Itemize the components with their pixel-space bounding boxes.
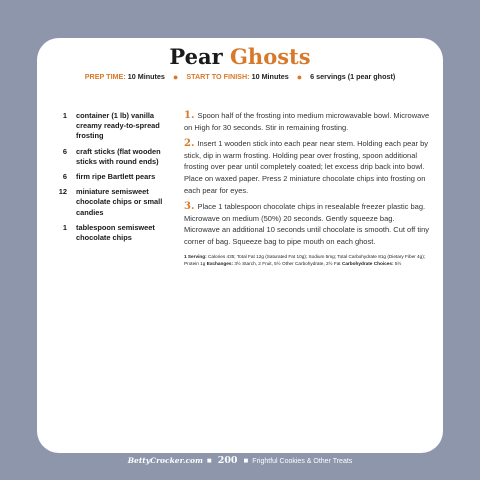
step-2 — [184, 138, 432, 196]
ingredient-list — [49, 111, 174, 248]
ingredient-text: miniature semisweet chocolate chips or small candies — [76, 187, 163, 217]
start-to-finish-value: 10 Minutes — [251, 72, 289, 81]
exchanges-label: Exchanges: — [206, 260, 233, 266]
step-text: Insert 1 wooden stick into each pear near stem. Holding each pear by stick, dip in warm frosting. Holding pear over frosting, spoon additional frosting over pear until completely coated; let excess drip back into bowl. Place on waxed paper. Press 2 miniature chocolate chips into frosting on each pear for eyes. — [184, 139, 429, 195]
ingredient-qty: 1 — [62, 111, 67, 120]
bullet-icon: ● — [172, 72, 179, 82]
step-number: 1. — [184, 110, 195, 121]
recipe-title — [37, 44, 443, 69]
carb-choices-label: Carbohydrate Choices: — [341, 260, 394, 266]
ingredient-text: container (1 lb) vanilla creamy ready-to-spread frosting — [76, 111, 160, 141]
ingredient-text: firm ripe Bartlett pears — [76, 172, 156, 182]
step-1 — [184, 110, 432, 133]
directions — [184, 110, 432, 272]
recipe-card — [37, 38, 443, 453]
start-to-finish-label: START TO FINISH: — [186, 72, 250, 81]
recipe-meta — [37, 71, 443, 81]
serving-text: Calories 435; Total Fat 12g (Saturated Fat 10g); Sodium 5mg; Total Carbohydrate 81g (Dietary Fiber 4g); Protein 1g — [184, 253, 426, 266]
separator-icon: ■ — [243, 456, 249, 465]
section-title: Frightful Cookies & Other Treats — [252, 458, 353, 465]
page-number: 200 — [217, 455, 238, 466]
title-word-pear: Pear — [169, 44, 230, 69]
ingredient-item — [49, 223, 174, 243]
ingredient-item — [49, 147, 174, 167]
ingredient-text: tablespoon semisweet chocolate chips — [76, 222, 155, 243]
prep-time-label: PREP TIME: — [84, 72, 126, 81]
step-text: Spoon half of the frosting into medium microwavable bowl. Microwave on High for 30 seconds. Stir in remaining frosting. — [184, 111, 430, 132]
exchanges-text: 3½ Starch, 2 Fruit, 5½ Other Carbohydrate, 2½ Fat — [234, 260, 341, 266]
step-number: 2. — [184, 138, 195, 150]
ingredient-item — [49, 172, 174, 182]
step-text: Place 1 tablespoon chocolate chips in resealable freezer plastic bag. Microwave on medium (50%) 20 seconds. Gently squeeze bag. Microwave an additional 10 seconds until chocolate is smooth. Cut off tiny corner of bag. Squeeze bag to pipe mouth on each ghost. — [184, 202, 429, 246]
servings: 6 servings (1 pear ghost) — [310, 72, 396, 81]
ingredient-item — [49, 187, 174, 218]
ingredient-qty: 6 — [62, 172, 67, 182]
serving-label: 1 Serving: — [184, 253, 207, 259]
title-word-ghosts: Ghosts — [230, 44, 311, 69]
prep-time-value: 10 Minutes — [127, 72, 165, 81]
ingredient-item — [49, 111, 174, 142]
step-number: 3. — [184, 201, 195, 213]
step-3 — [184, 201, 432, 247]
ingredient-qty: 6 — [62, 146, 67, 156]
separator-icon: ■ — [206, 456, 212, 465]
ingredient-text: craft sticks (flat wooden sticks with round ends) — [76, 146, 161, 166]
carb-choices-text: 5½ — [394, 260, 402, 266]
ingredient-qty: 1 — [62, 222, 67, 232]
ingredient-qty: 12 — [58, 187, 67, 197]
brand-logo: BettyCrocker.com — [127, 456, 203, 465]
page-footer — [0, 453, 480, 469]
bullet-icon: ● — [296, 72, 303, 82]
nutrition-info — [184, 253, 432, 267]
